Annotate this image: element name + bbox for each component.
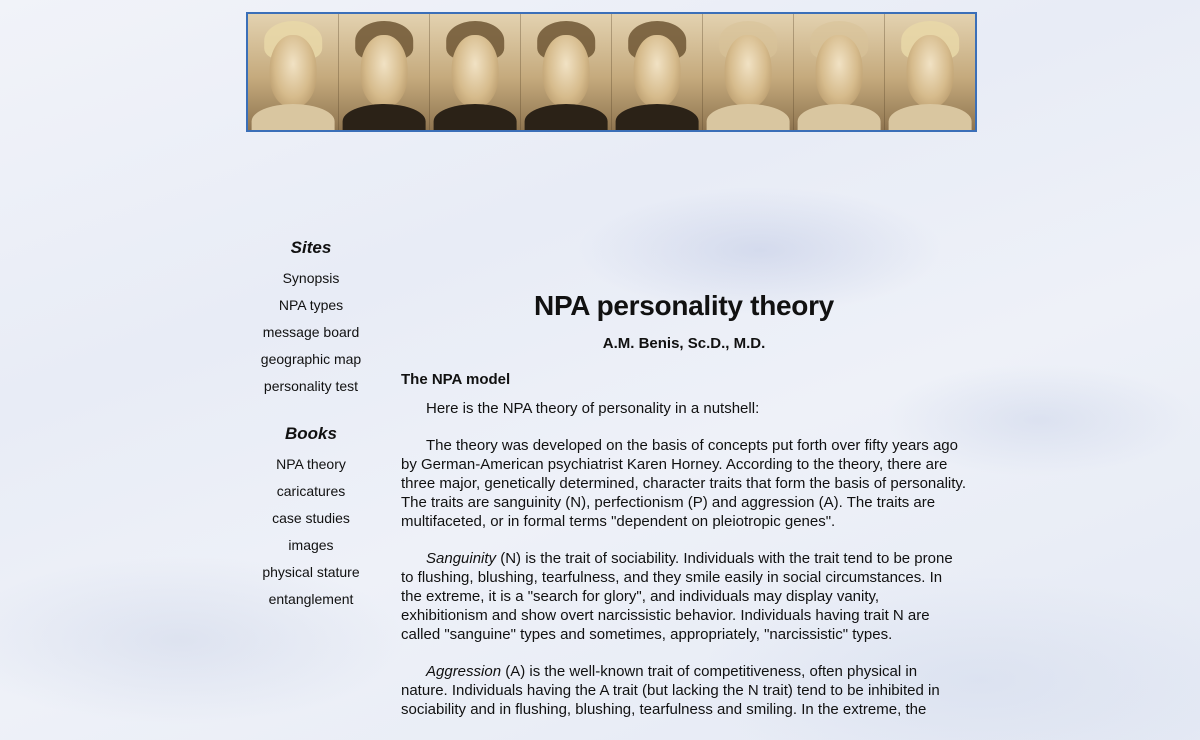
section-title: The NPA model [401,371,511,388]
portrait-7 [794,14,885,130]
books-heading: Books [285,424,337,443]
nav-link-geographic-map[interactable]: geographic map [260,351,362,367]
nav-link-case-studies[interactable]: case studies [272,510,350,526]
sites-heading: Sites [290,238,332,257]
header-banner [246,12,977,132]
sanguinity-text: (N) is the trait of sociability. Individuals with the trait tend to be prone to flushing, blushing, tearfulness, and they smile easily in social circumstances. In the extreme, it is a "search for glory", and individuals may display vanity, exhibitionism and show overt narcissistic behavior. Individuals having trait N are called "sanguine" types and sometimes, appropriately, "narcissistic" types. [401,550,953,643]
portrait-8 [885,14,975,130]
portrait-5 [612,14,703,130]
nav-link-caricatures[interactable]: caricatures [276,483,346,499]
intro-paragraph: Here is the NPA theory of personality in a nutshell: [426,400,760,417]
books-nav [250,424,372,613]
theory-paragraph: The theory was developed on the basis of concepts put forth over fifty years ago by German-American psychiatrist Karen Horney. According to the theory, there are three major, genetically determined, character traits that form the basis of personality. The traits are sanguinity (N), perfectionism (P) and aggression (A). The traits are multifaceted, or in formal terms "dependent on pleiotropic genes". [401,437,966,530]
nav-link-message-board[interactable]: message board [262,324,360,340]
nav-link-npa-types[interactable]: NPA types [278,297,344,313]
nav-link-images[interactable]: images [288,537,334,553]
sanguinity-term: Sanguinity [426,550,497,567]
page-title: NPA personality theory [534,290,834,321]
sanguinity-paragraph [401,549,967,644]
nav-link-synopsis[interactable]: Synopsis [282,270,340,286]
sites-nav [250,238,372,400]
portrait-2 [339,14,430,130]
portrait-3 [430,14,521,130]
aggression-paragraph [401,662,967,719]
aggression-text: (A) is the well-known trait of competitiveness, often physical in nature. Individuals having the A trait (but lacking the N trait) tend to be inhibited in sociability and in flushing, blushing, tearfulness and smiling. In the extreme, the [401,663,940,718]
nav-link-entanglement[interactable]: entanglement [268,591,354,607]
portrait-6 [703,14,794,130]
nav-link-physical-stature[interactable]: physical stature [262,564,360,580]
author-line: A.M. Benis, Sc.D., M.D. [602,335,766,352]
nav-link-personality-test[interactable]: personality test [263,378,359,394]
portrait-1 [248,14,339,130]
aggression-term: Aggression [426,663,502,680]
nav-link-npa-theory[interactable]: NPA theory [276,456,346,472]
portrait-4 [521,14,612,130]
main-content [401,290,967,737]
